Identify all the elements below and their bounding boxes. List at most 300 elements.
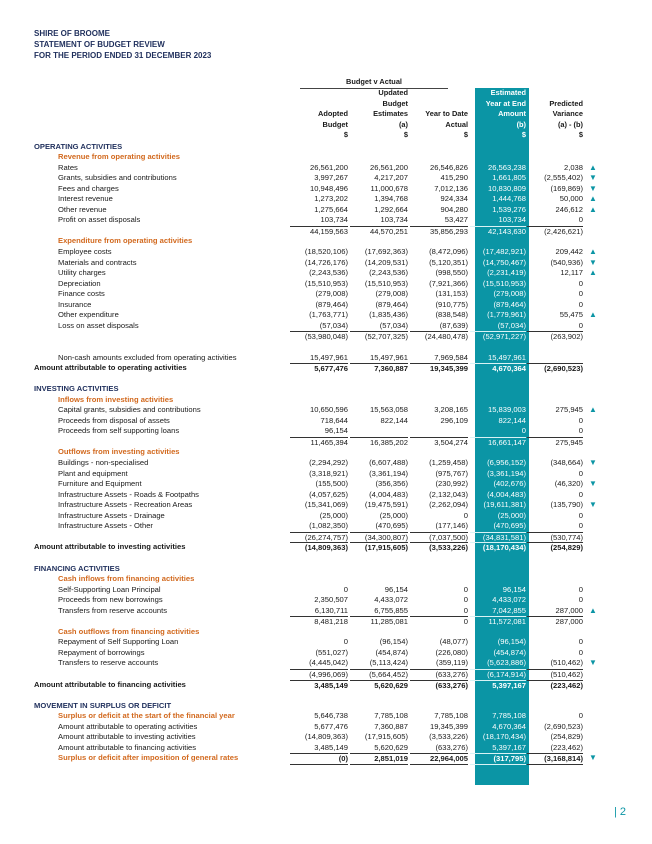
cell-col-3: (454,874) (493, 647, 526, 657)
cell-col-4: 0 (578, 510, 583, 520)
cell-col-1: 7,360,887 (374, 721, 408, 731)
column-header-line: Budget (382, 98, 408, 108)
cell-col-2: (3,533,226) (410, 542, 468, 553)
arrow-up-icon: ▲ (589, 310, 597, 320)
cell-col-3: 96,154 (502, 584, 526, 594)
table-row (0, 648, 652, 659)
table-row (0, 363, 652, 374)
cell-col-3: (1,779,961) (487, 310, 526, 320)
cell-col-0: (1,082,350) (309, 521, 348, 531)
table-row (0, 395, 652, 406)
column-header-line: Budget (322, 119, 348, 129)
spacer-row (0, 690, 652, 701)
table-row (0, 616, 652, 627)
arrow-up-icon: ▲ (589, 162, 597, 172)
cell-col-1: 11,285,081 (350, 616, 408, 627)
cell-col-3: 16,661,147 (470, 437, 526, 448)
table-row (0, 542, 652, 553)
table-row (0, 500, 652, 511)
cell-col-2: (7,921,366) (429, 278, 468, 288)
row-label: Utility charges (58, 268, 106, 278)
row-label: Other revenue (58, 204, 107, 214)
row-label: INVESTING ACTIVITIES (34, 384, 119, 394)
table-row (0, 627, 652, 638)
cell-col-2: (910,775) (435, 299, 468, 309)
row-label: Self-Supporting Loan Principal (58, 584, 161, 594)
cell-col-2: 7,969,584 (434, 352, 468, 362)
cell-col-2: (359,119) (436, 658, 468, 668)
row-label: Proceeds from disposal of assets (58, 415, 170, 425)
cell-col-0: (25,000) (319, 510, 348, 520)
cell-col-4: 0 (578, 521, 583, 531)
row-label: MOVEMENT IN SURPLUS OR DEFICIT (34, 700, 172, 710)
cell-col-3: 822,144 (498, 415, 526, 425)
cell-col-4: (263,902) (527, 331, 583, 342)
cell-col-2: (975,767) (435, 468, 468, 478)
cell-col-3: (279,008) (493, 289, 526, 299)
cell-col-1: (17,915,605) (364, 732, 408, 742)
cell-col-1: 2,851,019 (350, 753, 408, 765)
row-label: Rates (58, 162, 78, 172)
cell-col-1: (2,243,536) (369, 268, 408, 278)
cell-col-0: 26,561,200 (309, 162, 348, 172)
row-label: Cash inflows from financing activities (58, 574, 195, 584)
row-label: Other expenditure (58, 310, 119, 320)
cell-col-0: 0 (343, 584, 348, 594)
cell-col-0: 10,948,496 (309, 183, 348, 193)
column-header-line: $ (521, 130, 526, 140)
cell-col-1: 96,154 (384, 584, 408, 594)
cell-col-1: 26,561,200 (369, 162, 408, 172)
table-row (0, 479, 652, 490)
cell-col-4: 0 (578, 468, 583, 478)
cell-col-0: 103,734 (320, 215, 348, 225)
table-row (0, 595, 652, 606)
cell-col-4: (540,936) (550, 257, 583, 267)
column-header-line: Estimates (373, 109, 408, 119)
cell-col-3: 1,661,805 (492, 173, 526, 183)
cell-col-3: 26,563,238 (487, 162, 526, 172)
cell-col-1: (454,874) (375, 647, 408, 657)
row-label: Inflows from investing activities (58, 394, 174, 404)
table-row (0, 173, 652, 184)
cell-col-3: (3,361,194) (487, 468, 526, 478)
cell-col-4: (2,690,523) (544, 721, 583, 731)
cell-col-3: 7,042,855 (492, 605, 526, 615)
row-label: Amount attributable to financing activities (58, 742, 197, 752)
cell-col-0: (155,500) (315, 479, 348, 489)
arrow-up-icon: ▲ (589, 194, 597, 204)
cell-col-0: 3,997,267 (314, 173, 348, 183)
cell-col-4: 0 (578, 415, 583, 425)
cell-col-1: 6,755,855 (374, 605, 408, 615)
cell-col-4: (510,462) (527, 669, 583, 680)
table-row (0, 722, 652, 733)
cell-col-2: (633,276) (410, 669, 468, 680)
table-row (0, 564, 652, 575)
cell-col-1: (57,034) (379, 320, 408, 330)
cell-col-0: 0 (343, 637, 348, 647)
cell-col-4: (46,320) (554, 479, 583, 489)
column-header-0 (290, 88, 348, 141)
cell-col-1: (470,695) (375, 521, 408, 531)
row-label: Surplus or deficit after imposition of general rates (58, 753, 239, 763)
table-row (0, 163, 652, 174)
arrow-down-icon: ▼ (589, 753, 597, 763)
table-row (0, 152, 652, 163)
column-header-line: $ (578, 130, 583, 140)
table-row (0, 701, 652, 712)
row-label: Furniture and Equipment (58, 479, 142, 489)
spacer-row (0, 553, 652, 564)
cell-col-0: (14,809,363) (304, 732, 348, 742)
cell-col-2: 904,280 (440, 204, 468, 214)
cell-col-2: 415,290 (440, 173, 468, 183)
arrow-down-icon: ▼ (589, 500, 597, 510)
cell-col-3: (5,623,886) (487, 658, 526, 668)
cell-col-0: 1,275,664 (314, 204, 348, 214)
cell-col-3: 7,785,108 (492, 711, 526, 721)
column-header-line (290, 88, 348, 99)
cell-col-0: 44,159,563 (290, 226, 348, 237)
cell-col-4: 287,000 (527, 616, 583, 627)
cell-col-0: (3,318,921) (309, 468, 348, 478)
cell-col-1: (5,664,452) (350, 669, 408, 680)
cell-col-4: 0 (578, 489, 583, 499)
cell-col-3: (6,956,152) (487, 458, 526, 467)
row-label: Amount attributable to investing activities (34, 542, 186, 552)
row-label: Surplus or deficit at the start of the financial year (58, 711, 235, 721)
row-label: Grants, subsidies and contributions (58, 173, 177, 183)
cell-col-0: 3,485,149 (314, 742, 348, 752)
arrow-down-icon: ▼ (589, 173, 597, 183)
cell-col-2: (2,132,043) (429, 489, 468, 499)
table-row (0, 447, 652, 458)
column-header-4 (527, 88, 583, 141)
cell-col-2: 0 (410, 616, 468, 627)
cell-col-1: (19,475,591) (364, 500, 408, 510)
cell-col-4: (348,664) (550, 458, 583, 467)
table-row (0, 585, 652, 596)
cell-col-0: 8,481,218 (290, 616, 348, 627)
column-header-line (410, 88, 468, 99)
cell-col-2: 26,546,826 (429, 162, 468, 172)
cell-col-4: (530,774) (527, 532, 583, 543)
cell-col-2: (230,992) (435, 479, 468, 489)
cell-col-3: (57,034) (497, 320, 526, 330)
cell-col-1: (879,464) (375, 299, 408, 309)
row-label: Amount attributable to financing activities (34, 679, 186, 689)
cell-col-0: 15,497,961 (309, 352, 348, 362)
cell-col-4: (169,869) (550, 183, 583, 193)
cell-col-2: 7,012,136 (434, 183, 468, 193)
cell-col-2: (5,120,351) (429, 257, 468, 267)
cell-col-0: (53,980,048) (290, 331, 348, 342)
row-label: Repayment of borrowings (58, 647, 145, 657)
cell-col-0: 96,154 (324, 426, 348, 436)
cell-col-2: (838,548) (435, 310, 468, 320)
cell-col-1: (17,915,605) (350, 542, 408, 553)
cell-col-4: 0 (578, 426, 583, 436)
cell-col-3: (402,676) (493, 479, 526, 489)
cell-col-0: 718,644 (320, 415, 348, 425)
column-header-line: (a) - (b) (557, 119, 583, 129)
cell-col-3: (14,750,467) (482, 257, 526, 267)
cell-col-3: (25,000) (497, 510, 526, 520)
cell-col-3: (879,464) (493, 299, 526, 309)
row-label: Outflows from investing activities (58, 447, 180, 457)
cell-col-3: (96,154) (497, 637, 526, 647)
cell-col-1 (350, 426, 408, 437)
column-header-line: Estimated (490, 88, 526, 97)
cell-col-4 (527, 353, 583, 364)
cell-col-2: 296,109 (440, 415, 468, 425)
row-label: Interest revenue (58, 194, 113, 204)
table-row (0, 289, 652, 300)
cell-col-0: (14,809,363) (290, 542, 348, 553)
row-label: Infrastructure Assets - Recreation Areas (58, 500, 193, 510)
cell-col-3: (6,174,914) (470, 669, 526, 680)
cell-col-2: (1,259,458) (429, 458, 468, 467)
cell-col-0: (15,341,069) (304, 500, 348, 510)
cell-col-0: (2,294,292) (309, 458, 348, 467)
cell-col-3: (18,170,434) (482, 732, 526, 742)
column-header-line: (b) (516, 119, 526, 129)
cell-col-0: 1,273,202 (314, 194, 348, 204)
cell-col-4: 12,117 (560, 268, 583, 278)
table-row (0, 300, 652, 311)
cell-col-3: 5,397,167 (470, 680, 526, 691)
cell-col-0: 5,646,738 (314, 711, 348, 721)
cell-col-0: 10,650,596 (309, 405, 348, 415)
table-row (0, 194, 652, 205)
arrow-up-icon: ▲ (589, 405, 597, 415)
cell-col-0: (26,274,757) (290, 532, 348, 543)
cell-col-1: (279,008) (375, 289, 408, 299)
arrow-down-icon: ▼ (589, 183, 597, 193)
cell-col-1: 15,563,058 (369, 405, 408, 415)
cell-col-2: 0 (463, 584, 468, 594)
cell-col-2: 7,785,108 (434, 711, 468, 721)
row-label: Infrastructure Assets - Drainage (58, 510, 165, 520)
cell-col-3: (17,482,921) (482, 247, 526, 256)
cell-col-0: 2,350,507 (314, 595, 348, 605)
cell-col-3: 10,830,809 (487, 183, 526, 193)
arrow-up-icon: ▲ (589, 268, 597, 278)
cell-col-4: 0 (578, 595, 583, 605)
row-label: Amount attributable to investing activities (58, 732, 196, 742)
cell-col-3: (470,695) (493, 521, 526, 531)
cell-col-4: 0 (578, 278, 583, 288)
cell-col-0: (4,057,625) (309, 489, 348, 499)
cell-col-1: 15,497,961 (369, 352, 408, 362)
row-label: Depreciation (58, 278, 101, 288)
table-row (0, 353, 652, 364)
cell-col-2: 3,208,165 (434, 405, 468, 415)
table-row (0, 743, 652, 754)
table-row (0, 669, 652, 680)
cell-col-2: (48,077) (439, 637, 468, 647)
column-header-line (290, 99, 348, 110)
column-header-line: $ (343, 130, 348, 140)
cell-col-1: 5,620,629 (350, 680, 408, 691)
cell-col-4: 0 (578, 299, 583, 309)
cell-col-2: 53,427 (444, 215, 468, 225)
cell-col-2: 35,856,293 (410, 226, 468, 237)
cell-col-3: 1,444,768 (492, 194, 526, 204)
row-label: Cash outflows from financing activities (58, 626, 200, 636)
cell-col-2: (2,262,094) (429, 500, 468, 510)
cell-col-0: 11,465,394 (290, 437, 348, 448)
spacer-row (0, 374, 652, 385)
cell-col-1: 822,144 (380, 415, 408, 425)
cell-col-4: 0 (578, 647, 583, 657)
column-header-line (527, 88, 583, 99)
cell-col-1: 103,734 (380, 215, 408, 225)
table-row (0, 511, 652, 522)
table-row (0, 331, 652, 342)
cell-col-1: 7,360,887 (350, 363, 408, 374)
cell-col-3: (2,231,419) (487, 268, 526, 278)
cell-col-2: 19,345,399 (429, 721, 468, 731)
arrow-down-icon: ▼ (589, 458, 597, 467)
cell-col-1: 5,620,629 (374, 742, 408, 752)
cell-col-3: 15,839,003 (487, 405, 526, 415)
row-label: Amount attributable to operating activities (58, 721, 198, 731)
table-row (0, 310, 652, 321)
cell-col-3: 42,143,630 (470, 226, 526, 237)
cell-col-4: (254,829) (527, 542, 583, 553)
cell-col-3: (317,795) (470, 753, 526, 765)
cell-col-4: (223,462) (550, 742, 583, 752)
cell-col-4: 50,000 (559, 194, 583, 204)
table-row (0, 437, 652, 448)
cell-col-1: 16,385,202 (350, 437, 408, 448)
cell-col-3: 1,539,276 (492, 204, 526, 214)
cell-col-4: 0 (578, 289, 583, 299)
header-line-1: SHIRE OF BROOME (34, 29, 111, 38)
cell-col-3: (15,510,953) (482, 278, 526, 288)
row-label: FINANCING ACTIVITIES (34, 563, 120, 573)
row-label: Fees and charges (58, 183, 119, 193)
table-row (0, 384, 652, 395)
column-header-line: Actual (445, 119, 468, 129)
column-header-line: Variance (552, 109, 583, 119)
table-row (0, 226, 652, 237)
cell-col-4: 275,945 (555, 405, 583, 415)
column-header-line: Year to Date (425, 109, 468, 119)
cell-col-4: (223,462) (527, 680, 583, 691)
cell-col-2: (633,276) (435, 742, 468, 752)
row-label: Transfers from reserve accounts (58, 605, 168, 615)
row-label: Plant and equipment (58, 468, 128, 478)
cell-col-0: (4,996,069) (290, 669, 348, 680)
column-header-line: Amount (498, 109, 526, 119)
row-label: Repayment of Self Supporting Loan (58, 637, 179, 647)
report-header (34, 28, 211, 61)
row-label: Capital grants, subsidies and contributions (58, 405, 201, 415)
cell-col-4: 0 (578, 711, 583, 721)
cell-col-4: 55,475 (559, 310, 583, 320)
cell-col-3: (34,831,581) (470, 532, 526, 543)
column-header-line: (a) (398, 119, 408, 129)
cell-col-3: 4,670,364 (470, 363, 526, 374)
arrow-down-icon: ▼ (589, 479, 597, 489)
row-label: Amount attributable to operating activities (34, 363, 187, 373)
cell-col-2: (8,472,096) (429, 247, 468, 256)
cell-col-3: 5,397,167 (492, 742, 526, 752)
cell-col-0: 6,130,711 (314, 605, 348, 615)
cell-col-3: 15,497,961 (487, 352, 526, 362)
row-label: Proceeds from new borrowings (58, 595, 163, 605)
cell-col-2: (3,533,226) (429, 732, 468, 742)
row-label: Loss on asset disposals (58, 320, 139, 330)
row-label: Transfers to reserve accounts (58, 658, 159, 668)
cell-col-1: 1,394,768 (374, 194, 408, 204)
column-header-line: Year at End (485, 98, 526, 108)
column-header-2 (410, 88, 468, 141)
arrow-up-icon: ▲ (589, 605, 597, 615)
cell-col-0: (1,763,771) (309, 310, 348, 320)
cell-col-4: (2,426,621) (527, 226, 583, 237)
table-row (0, 658, 652, 669)
cell-col-3: 4,433,072 (492, 595, 526, 605)
table-row (0, 458, 652, 469)
cell-col-2: (177,146) (435, 521, 468, 531)
table-row (0, 426, 652, 437)
table-row (0, 416, 652, 427)
cell-col-1: (34,300,807) (350, 532, 408, 543)
cell-col-0: (279,008) (315, 289, 348, 299)
row-label: Employee costs (58, 247, 112, 256)
cell-col-2: (87,639) (439, 320, 468, 330)
cell-col-3: (18,170,434) (470, 542, 526, 553)
table-row (0, 753, 652, 764)
cell-col-4: 0 (578, 215, 583, 225)
row-label: Infrastructure Assets - Other (58, 521, 153, 531)
table-row (0, 574, 652, 585)
cell-col-2: 19,345,399 (410, 363, 468, 374)
table-row (0, 236, 652, 247)
cell-col-1: 44,570,251 (350, 226, 408, 237)
table-row (0, 247, 652, 258)
cell-col-3: (4,004,483) (487, 489, 526, 499)
cell-col-3: 103,734 (498, 215, 526, 225)
arrow-down-icon: ▼ (589, 257, 597, 267)
cell-col-2: (226,080) (435, 647, 468, 657)
header-line-3: FOR THE PERIOD ENDED 31 DECEMBER 2023 (34, 51, 212, 60)
row-label: Profit on asset disposals (58, 215, 141, 225)
cell-col-0: (14,726,176) (304, 257, 348, 267)
cell-col-2: (131,153) (435, 289, 468, 299)
cell-col-0: 5,677,476 (290, 363, 348, 374)
cell-col-1: (52,707,325) (350, 331, 408, 342)
cell-col-0: (4,445,042) (309, 658, 348, 668)
cell-col-1: (3,361,194) (369, 468, 408, 478)
cell-col-1: 1,292,664 (374, 204, 408, 214)
cell-col-4: (2,555,402) (544, 173, 583, 183)
cell-col-2 (410, 426, 468, 437)
cell-col-0: (15,510,953) (304, 278, 348, 288)
row-label: OPERATING ACTIVITIES (34, 141, 123, 151)
cell-col-1: (17,692,363) (364, 247, 408, 256)
table-row (0, 215, 652, 226)
table-row (0, 405, 652, 416)
cell-col-2: (633,276) (410, 680, 468, 691)
cell-col-4: (510,462) (550, 658, 583, 668)
row-label: Non-cash amounts excluded from operating activities (58, 352, 237, 362)
cell-col-2: (998,550) (435, 268, 468, 278)
